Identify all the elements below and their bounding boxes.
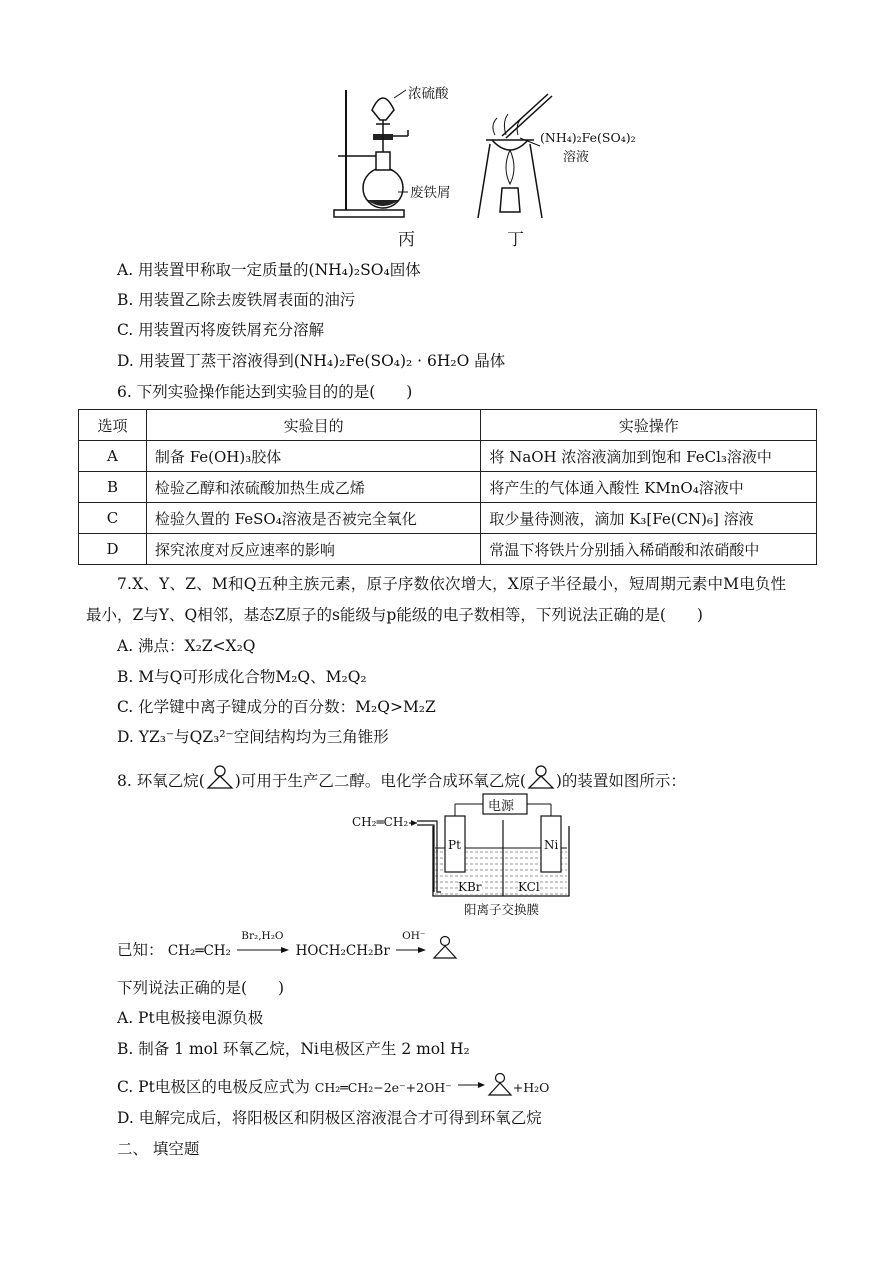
- label-scrap-iron: 废铁屑: [410, 185, 451, 201]
- table-header: 选项: [79, 410, 147, 441]
- q7-option-a: A. 沸点：X₂Z<X₂Q: [117, 637, 256, 655]
- table-row: [79, 503, 817, 534]
- known-arrow-1: [235, 930, 291, 957]
- table-cell: 取少量待测液，滴加 K₃[Fe(CN)₆] 溶液: [481, 503, 817, 534]
- label-conc-acid: 浓硫酸: [408, 86, 449, 102]
- label-pt: Pt: [448, 838, 461, 852]
- option-c-tail: +H₂O: [512, 1080, 550, 1095]
- table-cell: 常温下将铁片分别插入稀硝酸和浓硝酸中: [481, 534, 817, 565]
- q8-option-b: B. 制备 1 mol 环氧乙烷，Ni电极区产生 2 mol H₂: [117, 1040, 470, 1058]
- reaction-arrow-icon: [457, 1076, 487, 1094]
- epoxide-icon: [432, 935, 458, 965]
- known-condition-2: OH⁻: [402, 930, 426, 942]
- q5-option-a: A. 用装置甲称取一定质量的(NH₄)₂SO₄固体: [117, 261, 421, 279]
- table-cell: 制备 Fe(OH)₃胶体: [146, 441, 481, 472]
- label-kbr: KBr: [458, 880, 482, 894]
- known-arrow-2: [394, 930, 428, 957]
- section-heading: 二、 填空题: [117, 1140, 200, 1158]
- table-header: 实验操作: [481, 410, 817, 441]
- q8-option-c: [117, 1072, 549, 1102]
- label-power: 电源: [488, 799, 515, 814]
- q5-option-d: D. 用装置丁蒸干溶液得到(NH₄)₂Fe(SO₄)₂ · 6H₂O 晶体: [117, 352, 506, 370]
- q5-option-b: B. 用装置乙除去废铁屑表面的油污: [117, 291, 356, 309]
- table-cell: D: [79, 534, 147, 565]
- known-reactant: CH₂═CH₂: [167, 943, 231, 959]
- q6-stem: 6. 下列实验操作能达到实验目的的是( ): [117, 383, 413, 401]
- q8-stem-part3: )的装置如图所示：: [555, 772, 686, 790]
- table-cell: 将产生的气体通入酸性 KMnO₄溶液中: [481, 472, 817, 503]
- label-ethylene: CH₂═CH₂: [352, 815, 409, 829]
- q7-stem-line1: 7.X、Y、Z、M和Q五种主族元素，原子序数依次增大，X原子半径最小，短周期元素中M电负性: [117, 575, 787, 593]
- q6-table: [78, 409, 817, 565]
- q7-option-c: C. 化学键中离子键成分的百分数：M₂Q>M₂Z: [117, 698, 436, 716]
- label-bing: 丙: [398, 230, 415, 250]
- table-cell: C: [79, 503, 147, 534]
- label-ding-solution: 溶液: [563, 150, 590, 165]
- q5-option-c: C. 用装置丙将废铁屑充分溶解: [117, 321, 325, 339]
- q8-option-a: A. Pt电极接电源负极: [117, 1009, 264, 1027]
- epoxide-icon: [487, 1072, 513, 1102]
- option-c-equation: CH₂═CH₂−2e⁻+2OH⁻: [314, 1080, 452, 1095]
- apparatus-drawing: [320, 80, 640, 250]
- q7-option-d: D. YZ₃⁻与QZ₃²⁻空间结构均为三角锥形: [117, 728, 389, 746]
- label-ding-formula: (NH₄)₂Fe(SO₄)₂: [540, 130, 636, 145]
- option-c-prefix: C. Pt电极区的电极反应式为: [117, 1078, 310, 1096]
- q7-stem-line2: 最小，Z与Y、Q相邻，基态Z原子的s能级与p能级的电子数相等，下列说法正确的是( ): [86, 606, 703, 624]
- table-header: 实验目的: [146, 410, 481, 441]
- table-row: [79, 441, 817, 472]
- label-membrane: 阳离子交换膜: [464, 902, 540, 917]
- table-cell: 探究浓度对反应速率的影响: [146, 534, 481, 565]
- known-prefix: 已知：: [117, 941, 164, 959]
- epoxide-icon: [205, 764, 235, 796]
- table-cell: B: [79, 472, 147, 503]
- table-cell: 检验久置的 FeSO₄溶液是否被完全氧化: [146, 503, 481, 534]
- q8-stem-part1: 8. 环氧乙烷(: [117, 772, 205, 790]
- label-kcl: KCl: [518, 880, 540, 894]
- label-ni: Ni: [544, 838, 559, 852]
- q8-question: 下列说法正确的是( ): [117, 979, 285, 997]
- q7-option-b: B. M与Q可形成化合物M₂Q、M₂Q₂: [117, 668, 367, 686]
- label-ding: 丁: [507, 230, 524, 250]
- table-row: [79, 534, 817, 565]
- table-header-row: [79, 410, 817, 441]
- table-cell: 将 NaOH 浓溶液滴加到饱和 FeCl₃溶液中: [481, 441, 817, 472]
- table-cell: 检验乙醇和浓硫酸加热生成乙烯: [146, 472, 481, 503]
- known-intermediate: HOCH₂CH₂Br: [295, 943, 390, 959]
- q8-known-reaction: [117, 930, 458, 965]
- q8-stem-part2: )可用于生产乙二醇。电化学合成环氧乙烷(: [234, 772, 526, 790]
- known-condition-1: Br₂,H₂O: [241, 930, 284, 942]
- apparatus-figure: [320, 80, 640, 250]
- table-cell: A: [79, 441, 147, 472]
- q8-option-d: D. 电解完成后，将阳极区和阴极区溶液混合才可得到环氧乙烷: [117, 1109, 542, 1127]
- table-row: [79, 472, 817, 503]
